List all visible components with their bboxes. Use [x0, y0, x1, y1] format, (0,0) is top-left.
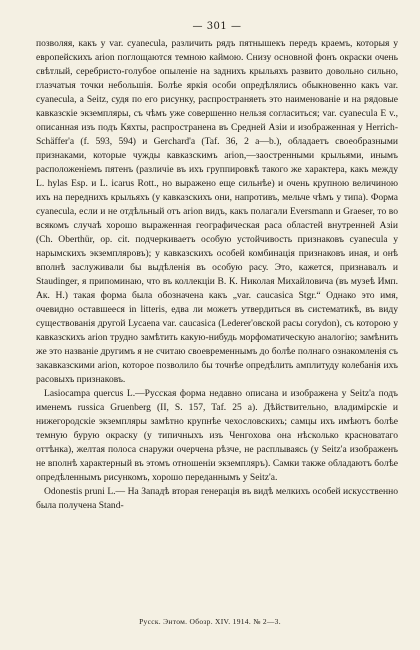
paragraph-arion-continued: позволяя, какъ у var. cyanecula, различить рядъ пятнышекъ передъ краемъ, которыя у европейскихъ arion поглощаются темною каймою. Снизу основной фонъ окраски очень свѣтлый, серебристо-голубое опыленіе на заднихъ крыльяхъ развито довольно сильно, глазчатыя точки небольшія. Болѣе яркія особи опредѣлялись обыкновенно какъ var. cyanecula, а Seitz, судя по его рисунку, распространяеть это наименованіе и на рядовые кавказскіе экземпляры, съ чѣмъ уже совершенно нельзя согласиться; var. cyanecula E v., описанная изъ подъ Кяхты, распространена въ Средней Азіи и изображенная у Herrich-Schäffer'a (f. 593, 594) и Gerchard'a (Taf. 36, 2 a—b.), обладаетъ своеобразными признаками, которые чужды кавказскимъ arion,—заостренными крыльями, инымъ расположеніемъ пятенъ (различіе въ ихъ группировкѣ такого же характера, какъ между L. hylas Esp. и L. icarus Rott., но выражено еще сильнѣе) и очень крупною величиною ихъ на переднихъ крыльяхъ (у кавказскихъ они, напротивъ, мельче чѣмъ у типа). Форма cyanecula, если и не отдѣльный отъ arion видъ, какъ полагали Eversmann и Graeser, то во всякомъ случаѣ хорошо выраженная географическая раса областей внутренней Азіи (Ch. Oberthür, op. cit. подчеркиваетъ особую устойчивость признаковъ cyanecula у нарымскихъ экземпляровъ); у кавказскихъ особей комбинація признаковъ иная, и онѣ вполнѣ заслуживали бы выдѣленія въ особую расу. Это, кажется, признавалъ и Staudinger, я припоминаю, что въ коллекціи В. К. Николая Михайловича (въ музеѣ Имп. Ак. Н.) такая форма была обозначена какъ „var. caucasica Stgr.“ Однако это имя, очевидно оставшееся in litteris, едва ли можетъ утвердиться въ систематикѣ, въ виду существованія другой Lycaena var. caucasica (Lederer'овской расы corydon), съ которою у кавказскихъ arion трудно замѣтить какую-нибудь морфоматическую аналогію; замѣнить же это названіе другимъ я не считаю своевременнымъ до болѣе полнаго ознакомленія съ закавказскими arion, которое позволило бы точнѣе опредѣлить амплитуду колебанія ихъ расовыхъ признаковъ.	[36, 38, 398, 385]
page-number: — 301 —	[192, 21, 242, 32]
journal-footer: Русск. Энтом. Обозр. XIV. 1914. № 2—3.	[139, 617, 281, 626]
paragraph-odonestis-pruni: Odonestis pruni L.— На Западѣ вторая генерація въ видѣ мелкихъ особей искусственно была получена Stand-	[36, 486, 398, 511]
body-text	[36, 37, 398, 513]
paragraph-lasiocampa-quercus: Lasiocampa quercus L.—Русская форма недавно описана и изображена у Seitz'a подъ именемъ russica Gruenberg (II, S. 157, Taf. 25 a). Дѣйствительно, владимірскіе и нижегородскіе экземпляры замѣтно крупнѣе чехословскихъ; самцы ихъ имѣютъ болѣе темную бурую окраску (у типичныхъ изъ Ченгохова она нѣсколько красноватаго оттѣнка), желтая полоса снаружи очерчена рѣзче, не расплываясь (у Seitz'a изображенъ не вполнѣ характерный въ этомъ отношеніи экземпляръ). Самки также обладаютъ болѣе опредѣленнымъ рисункомъ, хорошо переданнымъ у Seitz'a.	[36, 388, 398, 483]
